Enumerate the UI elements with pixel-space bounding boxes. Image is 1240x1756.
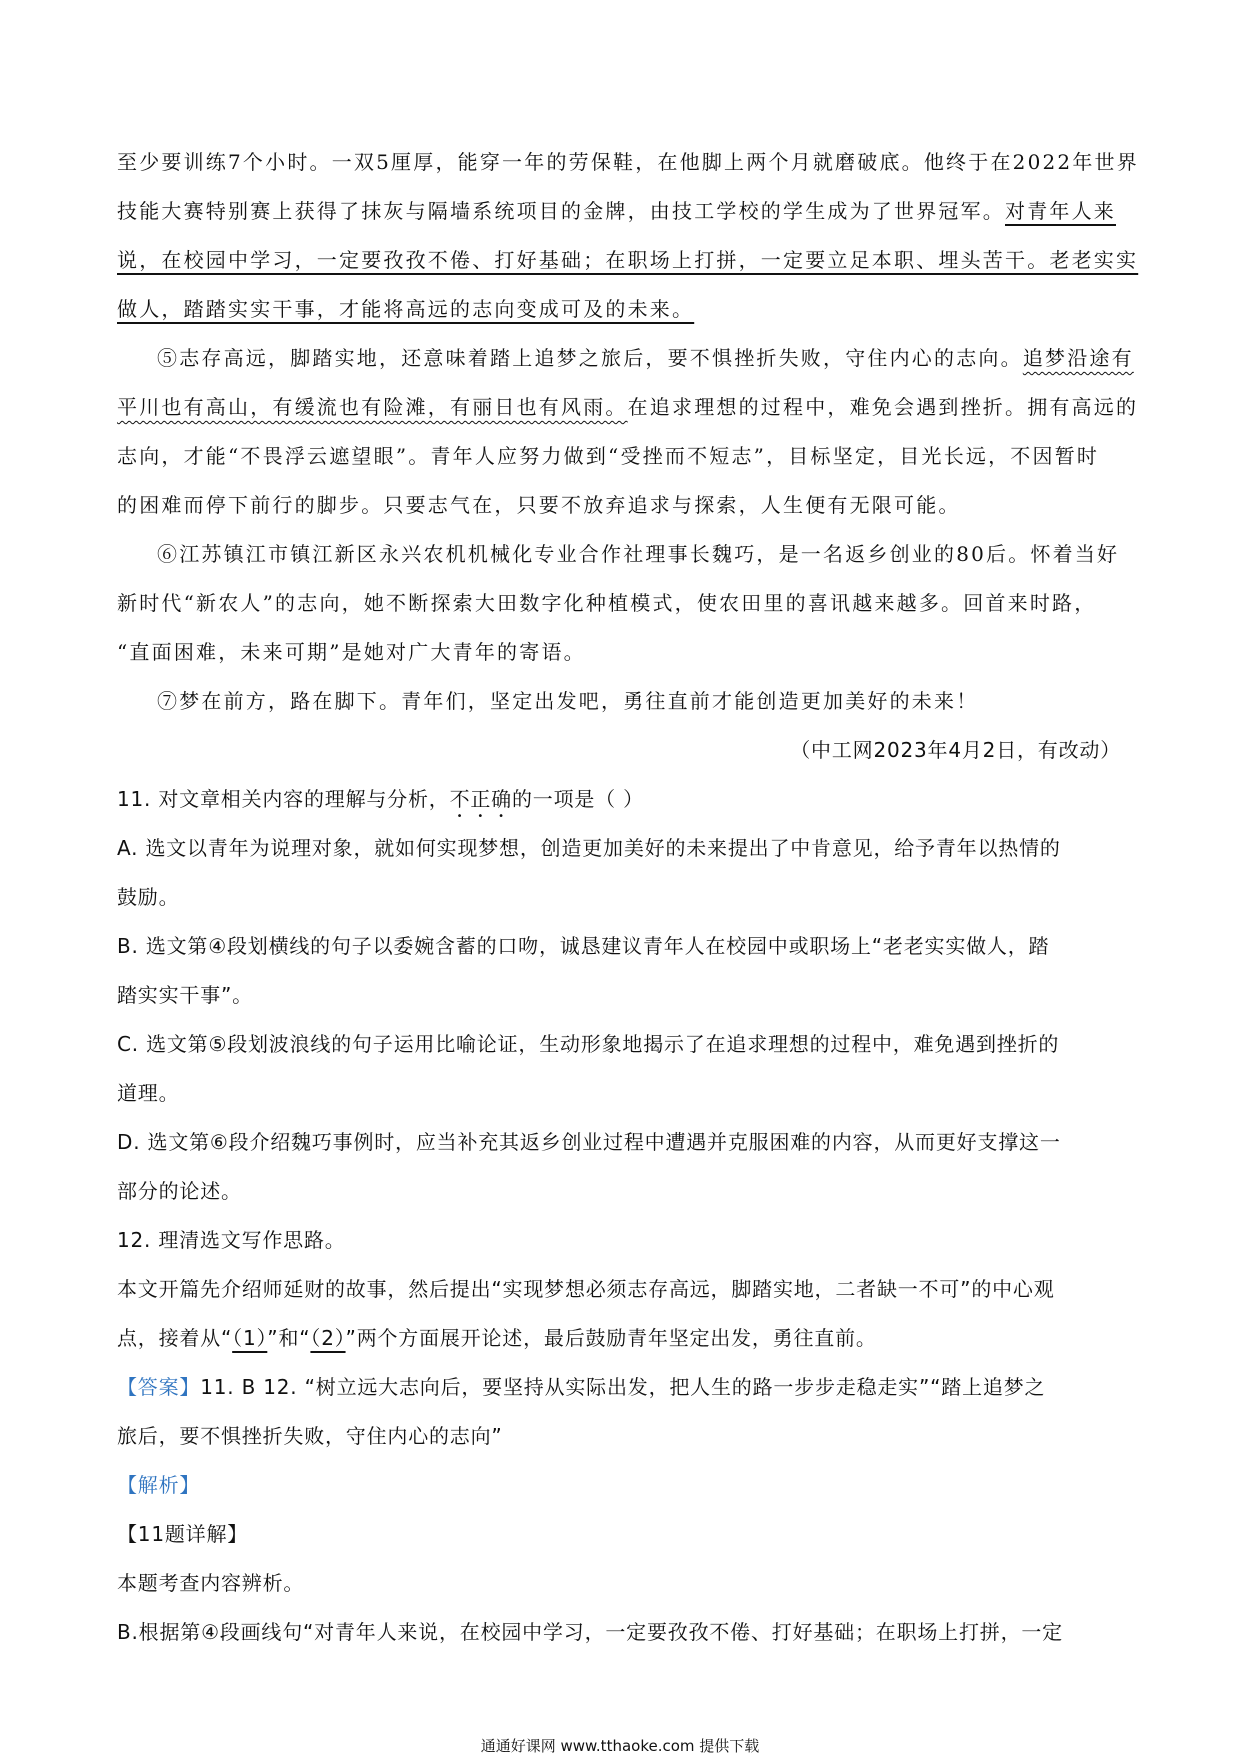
passage-line: 志向，才能“不畏浮云遮望眼”。青年人应努力做到“受挫而不短志”，目标坚定，目光长远，不因暂时 xyxy=(117,444,1100,468)
option-b-cont: 踏实实干事”。 xyxy=(117,983,253,1007)
passage-line: “直面困难，未来可期”是她对广大青年的寄语。 xyxy=(117,640,586,664)
passage-line: 新时代“新农人”的志向，她不断探索大田数字化种植模式，使农田里的喜讯越来越多。回首来时路， xyxy=(117,591,1097,615)
option-a-cont: 鼓励。 xyxy=(117,885,180,909)
passage-source: （中工网2023年4月2日，有改动） xyxy=(790,738,1121,762)
passage-line: ⑥江苏镇江市镇江新区永兴农机机械化专业合作社理事长魏巧，是一名返乡创业的80后。怀着当好 xyxy=(157,542,1120,566)
option-d: D. 选文第⑥段介绍魏巧事例时，应当补充其返乡创业过程中遭遇并克服困难的内容，从而更好支撑这一 xyxy=(117,1130,1061,1154)
wavy-sentence: 追梦沿途有 xyxy=(1022,346,1134,370)
option-c: C. 选文第⑤段划波浪线的句子运用比喻论证，生动形象地揭示了在追求理想的过程中，难免遇到挫折的 xyxy=(117,1032,1060,1056)
passage-line: 平川也有高山，有缓流也有险滩，有丽日也有风雨。在追求理想的过程中，难免会遇到挫折。拥有高远的 xyxy=(117,395,1139,419)
page-footer: 通通好课网 www.tthaoke.com 提供下载 xyxy=(480,1737,760,1755)
passage-line: 至少要训练7个小时。一双5厘厚，能穿一年的劳保鞋，在他脚上两个月就磨破底。他终于在2022年世界 xyxy=(117,150,1139,174)
underlined-sentence: 说，在校园中学习，一定要孜孜不倦、打好基础；在职场上打拼，一定要立足本职、埋头苦干。老老实实 xyxy=(117,248,1139,272)
wavy-sentence: 平川也有高山，有缓流也有险滩，有丽日也有风雨。 xyxy=(117,395,628,419)
analysis-text: B.根据第④段画线句“对青年人来说，在校园中学习，一定要孜孜不倦、打好基础；在职场上打拼，一定 xyxy=(117,1620,1063,1644)
passage-line: ⑦梦在前方，路在脚下。青年们，坚定出发吧，勇往直前才能创造更加美好的未来！ xyxy=(157,689,979,713)
question-11-stem: 11. 对文章相关内容的理解与分析，不正确的一项是（ ） xyxy=(117,787,644,811)
option-a: A. 选文以青年为说理对象，就如何实现梦想，创造更加美好的未来提出了中肯意见，给予青年以热情的 xyxy=(117,836,1061,860)
option-b: B. 选文第④段划横线的句子以委婉含蓄的口吻，诚恳建议青年人在校园中或职场上“老老实实做人，踏 xyxy=(117,934,1050,958)
underlined-sentence: 对青年人来 xyxy=(1005,199,1116,223)
blank-1: （1） xyxy=(232,1326,268,1350)
option-d-cont: 部分的论述。 xyxy=(117,1179,242,1203)
passage-line: 的困难而停下前行的脚步。只要志气在，只要不放弃追求与探索，人生便有无限可能。 xyxy=(117,493,961,517)
passage-line: ⑤志存高远，脚踏实地，还意味着踏上追梦之旅后，要不惧挫折失败，守住内心的志向。追梦沿途有 xyxy=(157,346,1134,370)
question-12-text: 点，接着从“（1）”和“（2）”两个方面展开论述，最后鼓励青年坚定出发，勇往直前。 xyxy=(117,1326,877,1350)
question-12-text: 本文开篇先介绍师延财的故事，然后提出“实现梦想必须志存高远，脚踏实地，二者缺一不可”的中心观 xyxy=(117,1277,1055,1301)
answer-line: 旅后，要不惧挫折失败，守住内心的志向” xyxy=(117,1424,503,1448)
question-12-stem: 12. 理清选文写作思路。 xyxy=(117,1228,346,1252)
option-c-cont: 道理。 xyxy=(117,1081,180,1105)
emphasis-text: 不正确 xyxy=(449,787,512,811)
passage-line: 技能大赛特别赛上获得了抹灰与隔墙系统项目的金牌，由技工学校的学生成为了世界冠军。对青年人来 xyxy=(117,199,1116,223)
passage-line xyxy=(117,236,1139,285)
blank-2: （2） xyxy=(310,1326,346,1350)
answer-tag: 【答案】 xyxy=(117,1375,201,1399)
document-page xyxy=(117,138,1139,1657)
underlined-sentence: 做人，踏踏实实干事，才能将高远的志向变成可及的未来。 xyxy=(117,297,695,321)
analysis-subhead: 【11题详解】 xyxy=(117,1522,249,1546)
analysis-tag: 【解析】 xyxy=(117,1473,201,1497)
answer-line: 【答案】11. B 12. “树立远大志向后，要坚持从实际出发，把人生的路一步步走稳走实”“踏上追梦之 xyxy=(117,1375,1046,1399)
passage-line xyxy=(117,285,1131,334)
analysis-text: 本题考查内容辨析。 xyxy=(117,1571,305,1595)
